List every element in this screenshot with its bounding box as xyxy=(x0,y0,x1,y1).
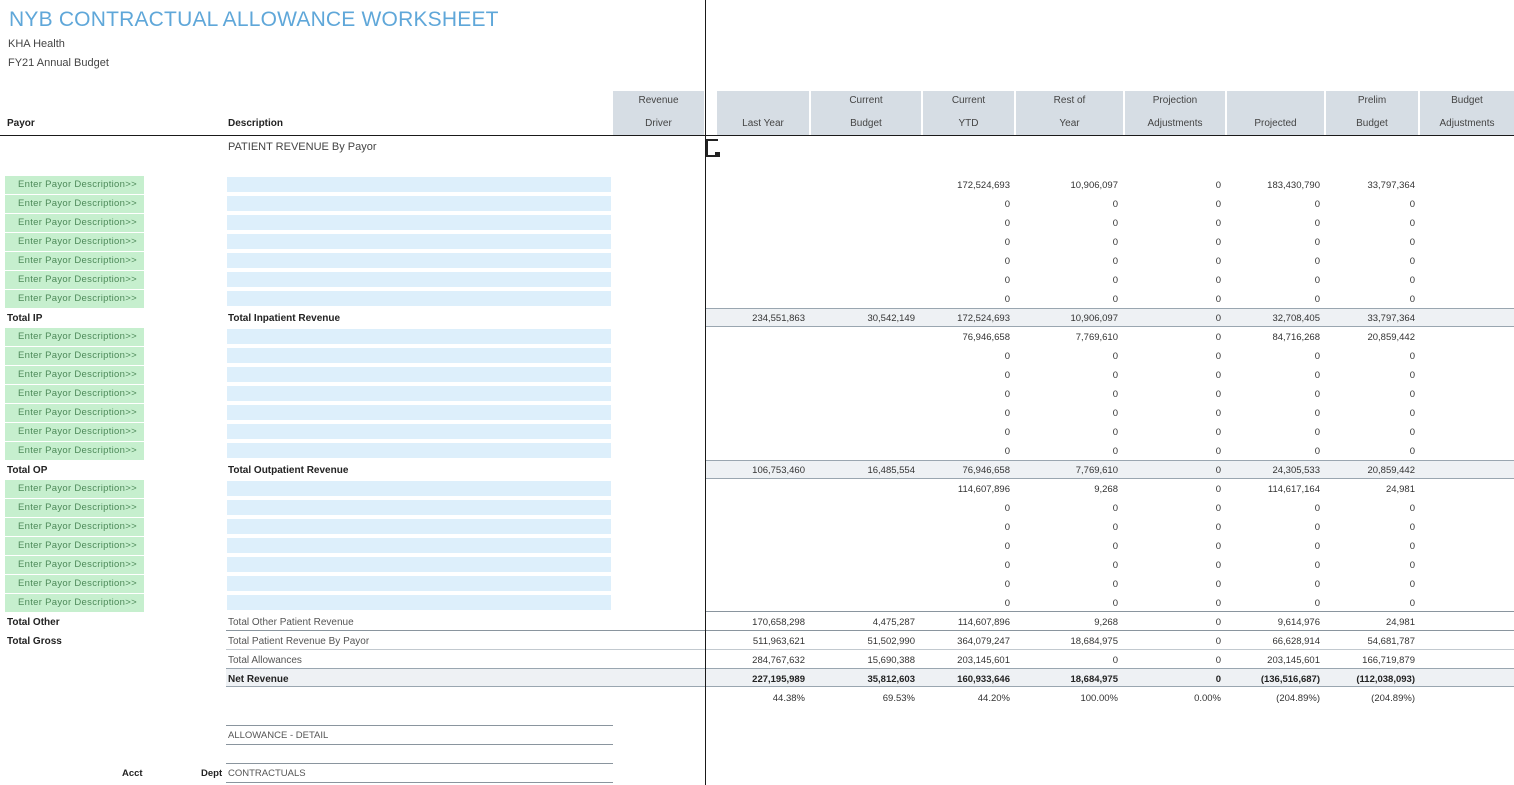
projection-adj-header-top: Projection xyxy=(1152,95,1198,106)
description-input[interactable] xyxy=(227,367,611,382)
freeze-pane-horizontal xyxy=(0,135,1514,136)
acct-label: Acct xyxy=(122,768,143,779)
value-cell: 0 xyxy=(1112,389,1118,400)
divider-detail-top xyxy=(226,725,613,726)
summary-row-description: Total Allowances xyxy=(228,655,302,666)
value-cell: 0 xyxy=(1409,256,1415,267)
value-cell: 0 xyxy=(1409,541,1415,552)
value-cell: 0 xyxy=(1314,370,1320,381)
value-cell: 0 xyxy=(1409,560,1415,571)
description-column-header: Description xyxy=(228,118,284,129)
value-cell: 0 xyxy=(1112,294,1118,305)
description-input[interactable] xyxy=(227,291,611,306)
value-cell: 0 xyxy=(1112,218,1118,229)
payor-description-button[interactable]: Enter Payor Description>> xyxy=(5,176,144,194)
value-cell: 0 xyxy=(1112,522,1118,533)
value-cell: 0 xyxy=(1004,370,1010,381)
value-cell: 114,607,896 xyxy=(957,484,1010,495)
total-value-cell: 106,753,460 xyxy=(752,465,805,476)
value-cell: 0 xyxy=(1409,427,1415,438)
percent-cell: (204.89%) xyxy=(1371,693,1415,704)
summary-value-cell: 0 xyxy=(1215,617,1221,628)
summary-value-cell: 51,502,990 xyxy=(867,636,915,647)
value-cell: 76,946,658 xyxy=(962,332,1010,343)
summary-value-cell: (112,038,093) xyxy=(1356,674,1415,685)
summary-row-description: Total Other Patient Revenue xyxy=(228,617,354,628)
summary-value-cell: 511,963,621 xyxy=(752,636,805,647)
percent-cell: 100.00% xyxy=(1080,693,1118,704)
percent-cell: (204.89%) xyxy=(1276,693,1320,704)
value-cell: 0 xyxy=(1004,427,1010,438)
value-cell: 172,524,693 xyxy=(957,180,1010,191)
percent-cell: 44.20% xyxy=(977,693,1010,704)
payor-description-button[interactable]: Enter Payor Description>> xyxy=(5,480,144,498)
value-cell: 0 xyxy=(1314,408,1320,419)
value-cell: 0 xyxy=(1314,598,1320,609)
value-cell: 0 xyxy=(1004,237,1010,248)
value-cell: 0 xyxy=(1112,237,1118,248)
description-input[interactable] xyxy=(227,595,611,610)
description-input[interactable] xyxy=(227,481,611,496)
rest-of-year-header-bottom: Year xyxy=(1059,118,1080,129)
value-cell: 0 xyxy=(1004,541,1010,552)
budget-period: FY21 Annual Budget xyxy=(8,57,109,69)
divider-detail-bottom xyxy=(226,744,613,745)
value-cell: 0 xyxy=(1409,351,1415,362)
payor-description-button[interactable]: Enter Payor Description>> xyxy=(5,442,144,460)
value-cell: 0 xyxy=(1215,522,1221,533)
description-input[interactable] xyxy=(227,538,611,553)
value-cell: 0 xyxy=(1215,484,1221,495)
total-value-cell: 16,485,554 xyxy=(867,465,915,476)
value-cell: 0 xyxy=(1314,199,1320,210)
value-cell: 0 xyxy=(1004,389,1010,400)
value-cell: 0 xyxy=(1409,199,1415,210)
payor-description-button[interactable]: Enter Payor Description>> xyxy=(5,233,144,251)
section-title: PATIENT REVENUE By Payor xyxy=(228,141,377,153)
value-cell: 0 xyxy=(1004,446,1010,457)
payor-description-button[interactable]: Enter Payor Description>> xyxy=(5,214,144,232)
value-cell: 0 xyxy=(1004,503,1010,514)
freeze-pane-vertical xyxy=(705,0,706,785)
payor-description-button[interactable]: Enter Payor Description>> xyxy=(5,366,144,384)
value-cell: 0 xyxy=(1004,579,1010,590)
value-cell: 0 xyxy=(1215,446,1221,457)
value-cell: 24,981 xyxy=(1385,484,1415,495)
summary-value-cell: 18,684,975 xyxy=(1070,636,1118,647)
last-year-header: Last Year xyxy=(742,118,784,129)
summary-row-description: Total Patient Revenue By Payor xyxy=(228,636,370,647)
summary-value-cell: 0 xyxy=(1112,655,1118,666)
value-cell: 0 xyxy=(1215,237,1221,248)
summary-value-cell: 203,145,601 xyxy=(957,655,1010,666)
value-cell: 0 xyxy=(1004,256,1010,267)
value-cell: 0 xyxy=(1314,275,1320,286)
value-cell: 0 xyxy=(1215,275,1221,286)
contractuals-label: CONTRACTUALS xyxy=(228,768,306,779)
total-value-cell: 20,859,442 xyxy=(1367,465,1415,476)
current-ytd-header-bottom: YTD xyxy=(958,118,979,129)
rest-of-year-header-top: Rest of xyxy=(1053,95,1086,106)
description-input[interactable] xyxy=(227,557,611,572)
payor-description-button[interactable]: Enter Payor Description>> xyxy=(5,328,144,346)
value-cell: 0 xyxy=(1215,294,1221,305)
projected-header: Projected xyxy=(1254,118,1297,129)
value-cell: 0 xyxy=(1112,579,1118,590)
driver-header-top: Revenue xyxy=(638,95,679,106)
value-cell: 0 xyxy=(1215,351,1221,362)
total-value-cell: 0 xyxy=(1215,313,1221,324)
budget-adj-header-top: Budget xyxy=(1451,95,1483,106)
total-row-label: Total IP xyxy=(7,313,43,324)
value-cell: 0 xyxy=(1409,389,1415,400)
value-cell: 0 xyxy=(1314,560,1320,571)
payor-description-button[interactable]: Enter Payor Description>> xyxy=(5,594,144,612)
percent-cell: 44.38% xyxy=(772,693,805,704)
percent-cell: 0.00% xyxy=(1194,693,1221,704)
divider-gross xyxy=(226,649,1514,650)
payor-description-button[interactable]: Enter Payor Description>> xyxy=(5,252,144,270)
description-input[interactable] xyxy=(227,386,611,401)
summary-row-label: Total Other xyxy=(7,617,60,628)
value-cell: 0 xyxy=(1409,503,1415,514)
payor-description-button[interactable]: Enter Payor Description>> xyxy=(5,537,144,555)
value-cell: 20,859,442 xyxy=(1367,332,1415,343)
value-cell: 10,906,097 xyxy=(1070,180,1118,191)
description-input[interactable] xyxy=(227,272,611,287)
worksheet-title: NYB CONTRACTUAL ALLOWANCE WORKSHEET xyxy=(9,8,499,31)
description-input[interactable] xyxy=(227,424,611,439)
summary-value-cell: 15,690,388 xyxy=(867,655,915,666)
value-cell: 0 xyxy=(1004,522,1010,533)
value-cell: 0 xyxy=(1314,351,1320,362)
total-value-cell: 30,542,149 xyxy=(867,313,915,324)
value-cell: 0 xyxy=(1215,579,1221,590)
description-input[interactable] xyxy=(227,234,611,249)
value-cell: 0 xyxy=(1004,598,1010,609)
total-row-label: Total OP xyxy=(7,465,48,476)
value-cell: 0 xyxy=(1215,541,1221,552)
summary-value-cell: 66,628,914 xyxy=(1272,636,1320,647)
divider-top-other xyxy=(705,611,1514,612)
value-cell: 0 xyxy=(1314,294,1320,305)
value-cell: 0 xyxy=(1004,294,1010,305)
value-cell: 0 xyxy=(1409,522,1415,533)
value-cell: 183,430,790 xyxy=(1267,180,1320,191)
summary-value-cell: 0 xyxy=(1215,655,1221,666)
value-cell: 0 xyxy=(1409,218,1415,229)
description-input[interactable] xyxy=(227,215,611,230)
value-cell: 0 xyxy=(1004,199,1010,210)
value-cell: 0 xyxy=(1004,275,1010,286)
org-name: KHA Health xyxy=(8,38,65,50)
summary-row-label: Total Gross xyxy=(7,636,62,647)
payor-description-button[interactable]: Enter Payor Description>> xyxy=(5,575,144,593)
value-cell: 0 xyxy=(1112,256,1118,267)
projection-adj-header-bottom: Adjustments xyxy=(1147,118,1203,129)
value-cell: 0 xyxy=(1314,237,1320,248)
description-input[interactable] xyxy=(227,519,611,534)
summary-value-cell: (136,516,687) xyxy=(1260,674,1320,685)
value-cell: 0 xyxy=(1215,408,1221,419)
value-cell: 0 xyxy=(1112,503,1118,514)
summary-value-cell: 284,767,632 xyxy=(752,655,805,666)
summary-value-cell: 166,719,879 xyxy=(1362,655,1415,666)
value-cell: 0 xyxy=(1112,598,1118,609)
summary-value-cell: 203,145,601 xyxy=(1267,655,1320,666)
value-cell: 0 xyxy=(1409,237,1415,248)
value-cell: 0 xyxy=(1112,541,1118,552)
value-cell: 33,797,364 xyxy=(1367,180,1415,191)
total-value-cell: 0 xyxy=(1215,465,1221,476)
value-cell: 0 xyxy=(1004,218,1010,229)
description-input[interactable] xyxy=(227,443,611,458)
payor-column-header: Payor xyxy=(7,118,35,129)
current-budget-header-bottom: Budget xyxy=(850,118,882,129)
total-value-cell: 172,524,693 xyxy=(957,313,1010,324)
value-cell: 0 xyxy=(1215,256,1221,267)
value-cell: 84,716,268 xyxy=(1272,332,1320,343)
divider-contractuals-bottom xyxy=(226,782,613,783)
summary-value-cell: 4,475,287 xyxy=(872,617,915,628)
value-cell: 0 xyxy=(1004,351,1010,362)
payor-description-button[interactable]: Enter Payor Description>> xyxy=(5,423,144,441)
dept-label: Dept xyxy=(201,768,223,779)
total-value-cell: 10,906,097 xyxy=(1070,313,1118,324)
summary-row-description: Net Revenue xyxy=(228,674,289,685)
value-cell: 0 xyxy=(1409,598,1415,609)
summary-value-cell: 0 xyxy=(1215,636,1221,647)
payor-description-button[interactable]: Enter Payor Description>> xyxy=(5,290,144,308)
allowance-detail-label: ALLOWANCE - DETAIL xyxy=(228,730,329,741)
value-cell: 0 xyxy=(1215,389,1221,400)
value-cell: 0 xyxy=(1314,579,1320,590)
value-cell: 0 xyxy=(1215,180,1221,191)
description-input[interactable] xyxy=(227,576,611,591)
total-value-cell: 32,708,405 xyxy=(1272,313,1320,324)
value-cell: 0 xyxy=(1215,332,1221,343)
driver-header-bottom: Driver xyxy=(645,118,672,129)
total-row-description: Total Outpatient Revenue xyxy=(228,465,349,476)
value-cell: 0 xyxy=(1112,446,1118,457)
value-cell: 0 xyxy=(1004,408,1010,419)
value-cell: 0 xyxy=(1409,294,1415,305)
payor-description-button[interactable]: Enter Payor Description>> xyxy=(5,556,144,574)
value-cell: 0 xyxy=(1112,408,1118,419)
payor-description-button[interactable]: Enter Payor Description>> xyxy=(5,271,144,289)
description-input[interactable] xyxy=(227,500,611,515)
value-cell: 0 xyxy=(1314,427,1320,438)
value-cell: 9,268 xyxy=(1094,484,1118,495)
payor-description-button[interactable]: Enter Payor Description>> xyxy=(5,347,144,365)
total-value-cell: 234,551,863 xyxy=(752,313,805,324)
description-input[interactable] xyxy=(227,253,611,268)
total-row-description: Total Inpatient Revenue xyxy=(228,313,341,324)
value-cell: 0 xyxy=(1409,275,1415,286)
value-cell: 0 xyxy=(1314,541,1320,552)
value-cell: 0 xyxy=(1314,389,1320,400)
value-cell: 0 xyxy=(1409,446,1415,457)
total-value-cell: 76,946,658 xyxy=(962,465,1010,476)
summary-value-cell: 9,268 xyxy=(1094,617,1118,628)
value-cell: 0 xyxy=(1112,351,1118,362)
value-cell: 0 xyxy=(1004,560,1010,571)
payor-description-button[interactable]: Enter Payor Description>> xyxy=(5,385,144,403)
payor-description-button[interactable]: Enter Payor Description>> xyxy=(5,499,144,517)
total-value-cell: 24,305,533 xyxy=(1272,465,1320,476)
description-input[interactable] xyxy=(227,196,611,211)
payor-description-button[interactable]: Enter Payor Description>> xyxy=(5,404,144,422)
value-cell: 0 xyxy=(1314,218,1320,229)
value-cell: 0 xyxy=(1112,370,1118,381)
summary-value-cell: 54,681,787 xyxy=(1367,636,1415,647)
divider-other xyxy=(226,630,1514,631)
value-cell: 0 xyxy=(1409,579,1415,590)
prelim-budget-header-top: Prelim xyxy=(1357,95,1387,106)
description-input[interactable] xyxy=(227,405,611,420)
value-cell: 7,769,610 xyxy=(1075,332,1118,343)
summary-value-cell: 18,684,975 xyxy=(1070,674,1118,685)
prelim-budget-header-bottom: Budget xyxy=(1356,118,1388,129)
summary-value-cell: 170,658,298 xyxy=(752,617,805,628)
value-cell: 0 xyxy=(1215,503,1221,514)
value-cell: 0 xyxy=(1215,427,1221,438)
value-cell: 0 xyxy=(1215,560,1221,571)
summary-value-cell: 35,812,603 xyxy=(867,674,915,685)
summary-value-cell: 24,981 xyxy=(1385,617,1415,628)
budget-adj-header-bottom: Adjustments xyxy=(1439,118,1495,129)
percent-cell: 69.53% xyxy=(882,693,915,704)
total-value-cell: 33,797,364 xyxy=(1367,313,1415,324)
current-ytd-header-top: Current xyxy=(951,95,986,106)
summary-value-cell: 114,607,896 xyxy=(957,617,1010,628)
value-cell: 0 xyxy=(1112,199,1118,210)
value-cell: 0 xyxy=(1215,199,1221,210)
total-value-cell: 7,769,610 xyxy=(1075,465,1118,476)
summary-value-cell: 227,195,989 xyxy=(752,674,805,685)
current-budget-header-top: Current xyxy=(849,95,883,106)
value-cell: 0 xyxy=(1215,598,1221,609)
summary-value-cell: 0 xyxy=(1215,674,1221,685)
divider-contractuals-top xyxy=(226,763,613,764)
value-cell: 0 xyxy=(1112,427,1118,438)
value-cell: 0 xyxy=(1112,560,1118,571)
description-input[interactable] xyxy=(227,329,611,344)
payor-description-button[interactable]: Enter Payor Description>> xyxy=(5,518,144,536)
value-cell: 0 xyxy=(1409,370,1415,381)
value-cell: 0 xyxy=(1314,446,1320,457)
value-cell: 0 xyxy=(1409,408,1415,419)
value-cell: 0 xyxy=(1314,503,1320,514)
value-cell: 0 xyxy=(1215,218,1221,229)
value-cell: 0 xyxy=(1314,256,1320,267)
summary-value-cell: 9,614,976 xyxy=(1277,617,1320,628)
cell-cursor[interactable] xyxy=(706,139,718,157)
value-cell: 0 xyxy=(1215,370,1221,381)
value-cell: 0 xyxy=(1314,522,1320,533)
value-cell: 114,617,164 xyxy=(1267,484,1320,495)
description-input[interactable] xyxy=(227,348,611,363)
summary-value-cell: 160,933,646 xyxy=(957,674,1010,685)
description-input[interactable] xyxy=(227,177,611,192)
value-cell: 0 xyxy=(1112,275,1118,286)
summary-value-cell: 364,079,247 xyxy=(957,636,1010,647)
payor-description-button[interactable]: Enter Payor Description>> xyxy=(5,195,144,213)
